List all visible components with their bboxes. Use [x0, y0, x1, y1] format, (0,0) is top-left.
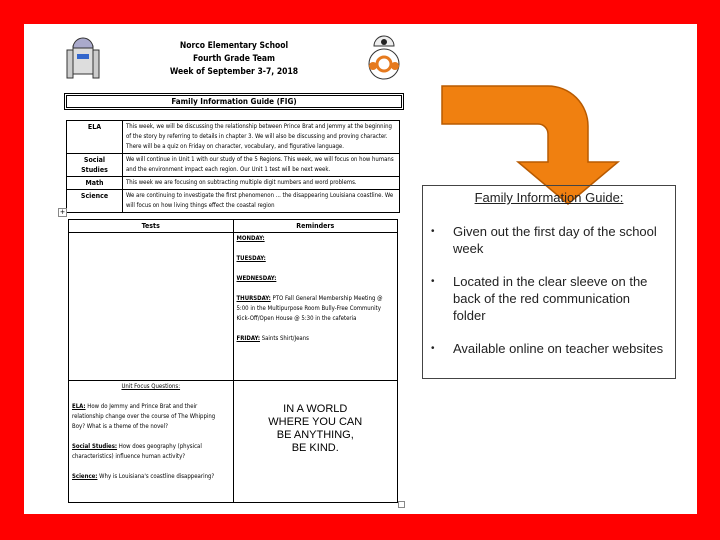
wednesday-label: WEDNESDAY:	[236, 275, 277, 282]
subjects-table	[66, 120, 400, 213]
school-name: Norco Elementary School	[179, 41, 289, 51]
subject-name: Science	[67, 190, 123, 213]
subject-name: Math	[67, 177, 123, 190]
be-kind-quote	[233, 381, 398, 503]
subject-name: ELA	[67, 121, 123, 154]
newsletter-image	[24, 24, 416, 514]
tests-cell	[69, 233, 234, 381]
resize-handle[interactable]	[398, 501, 405, 508]
subject-text: We are continuing to investigate the first phenomenon ... the disappearing Louisiana coastline. We will focus on how living things effect the coastal region	[123, 190, 400, 213]
bb8-icon	[366, 30, 402, 82]
focus-title: Unit Focus Questions:	[121, 383, 181, 390]
thursday-label: THURSDAY:	[236, 295, 271, 302]
ss-label: Social Studies:	[72, 443, 118, 450]
friday-label: FRIDAY:	[236, 335, 260, 342]
move-handle-icon[interactable]: +	[59, 208, 66, 216]
monday-label: MONDAY:	[236, 235, 265, 242]
subject-name: Social Studies	[67, 154, 123, 177]
thursday-text: PTO Fall General Membership Meeting @ 5:00 in the Multipurpose Room Bully-Free Community Kick-Off/Open House @ 5:30 in the cafeteria	[236, 295, 383, 322]
tests-header: Tests	[69, 220, 234, 233]
table-row	[67, 121, 400, 154]
table-row	[67, 177, 400, 190]
fig-title: Family Information Guide (FIG)	[64, 93, 404, 110]
quote-line: IN A WORLD	[283, 403, 348, 415]
week-label: Week of September 3-7, 2018	[169, 67, 299, 77]
quote-line: BE KIND.	[291, 442, 339, 454]
table-row	[67, 154, 400, 177]
list-item: • Located in the clear sleeve on the back of the red communication folder	[423, 273, 675, 324]
subject-text: This week we are focusing on subtracting multiple digit numbers and word problems.	[123, 177, 400, 190]
slide	[24, 24, 697, 514]
ela-question: How do Jemmy and Prince Brat and their relationship change over the course of The Whipping Boy? What is a theme of the novel?	[72, 403, 216, 430]
reminders-header: Reminders	[233, 220, 398, 233]
subject-text: We will continue in Unit 1 with our study of the 5 Regions. This week, we will focus on how humans and the environment impact each region. Our Unit 1 test will be next week.	[123, 154, 400, 177]
sci-label: Science:	[72, 473, 98, 480]
friday-text: Saints Shirt/Jeans	[259, 335, 309, 342]
reminders-cell	[233, 233, 398, 381]
list-item: • Available online on teacher websites	[423, 340, 675, 357]
list-item: • Given out the first day of the school week	[423, 223, 675, 257]
ss-question: How does geography (physical characteristics) influence human activity?	[72, 443, 202, 460]
quote-line: WHERE YOU CAN	[268, 416, 363, 428]
info-list	[423, 223, 675, 357]
quote-line: BE ANYTHING,	[276, 429, 354, 441]
box-title: Family Information Guide:	[474, 190, 624, 205]
sci-question: Why is Louisiana's coastline disappearing?	[97, 473, 215, 480]
newsletter-header	[124, 40, 344, 79]
focus-cell	[69, 381, 234, 503]
team-name: Fourth Grade Team	[192, 54, 276, 64]
table-row	[67, 190, 400, 213]
subject-text: This week, we will be discussing the relationship between Prince Brat and Jemmy at the beginning of the story by referring to details in chapter 3. We will also be discussing and proving character. There will be a quiz on Friday on character, vocabulary, and figurative language.	[123, 121, 400, 154]
ela-label: ELA:	[72, 403, 86, 410]
fig-info-box	[422, 185, 676, 379]
r2d2-icon	[64, 34, 102, 82]
tuesday-label: TUESDAY:	[236, 255, 266, 262]
tests-reminders-table	[68, 219, 398, 503]
